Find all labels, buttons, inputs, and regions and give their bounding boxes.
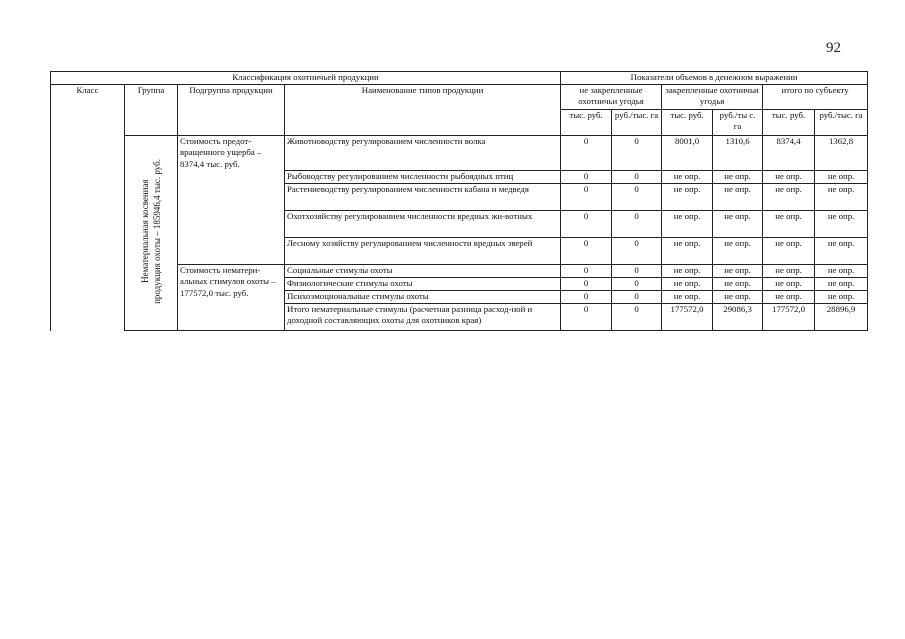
value-cell: не опр. [713,171,763,184]
value-cell: 0 [561,265,612,278]
value-cell: не опр. [815,238,868,265]
unit-header: тыс. руб. [662,110,713,136]
value-cell: не опр. [763,265,815,278]
value-cell: 0 [612,184,662,211]
unit-header: руб./тыс. га [612,110,662,136]
value-cell: 177572,0 [763,304,815,331]
value-cell: не опр. [763,278,815,291]
value-cell: не опр. [662,184,713,211]
value-cell: 0 [612,136,662,171]
value-cell: 0 [561,291,612,304]
header-subgroup: Подгруппа продукции [178,85,285,136]
header-class: Класс [51,85,125,136]
value-cell: не опр. [763,238,815,265]
product-type-name: Растениеводству регулированием численности кабана и медведя [285,184,561,211]
header-group: Группа [125,85,178,136]
value-cell: 0 [561,171,612,184]
value-cell: не опр. [713,265,763,278]
value-cell: 0 [612,211,662,238]
value-cell: 28896,9 [815,304,868,331]
value-cell: не опр. [815,211,868,238]
unit-header: тыс. руб. [763,110,815,136]
value-cell: 1362,8 [815,136,868,171]
value-cell: не опр. [662,171,713,184]
header-total-subject: итого по субъекту [763,85,868,110]
value-cell: 0 [561,184,612,211]
header-classification: Классификация охотничьей продукции [51,72,561,85]
value-cell: не опр. [815,265,868,278]
value-cell: не опр. [713,211,763,238]
value-cell: не опр. [815,171,868,184]
value-cell: не опр. [763,211,815,238]
group-label: Нематериальная косвенная продукция охоты – 185946,4 тыс. руб. [139,158,162,304]
header-row-1 [51,72,868,85]
product-type-name: Лесному хозяйству регулированием численности вредных зверей [285,238,561,265]
value-cell: не опр. [662,278,713,291]
value-cell: не опр. [763,184,815,211]
value-cell: не опр. [713,278,763,291]
product-type-name: Итого нематериальные стимулы (расчетная разница расход-ной и доходной составляющих охоты для охотников края) [285,304,561,331]
product-type-name: Рыбоводству регулированием численности рыбоядных птиц [285,171,561,184]
product-type-name: Животноводству регулированием численности волка [285,136,561,171]
value-cell: 0 [612,238,662,265]
value-cell: не опр. [713,184,763,211]
value-cell: не опр. [662,291,713,304]
header-indicators: Показатели объемов в денежном выражении [561,72,868,85]
value-cell: не опр. [763,291,815,304]
value-cell: не опр. [713,291,763,304]
product-type-name: Социальные стимулы охоты [285,265,561,278]
unit-header: тыс. руб. [561,110,612,136]
value-cell: 0 [561,211,612,238]
unit-header: руб./ты с. га [713,110,763,136]
value-cell: 0 [612,278,662,291]
value-cell: 0 [612,171,662,184]
subgroup-prevented-damage: Стоимость предот-вращенного ущерба – 8374,4 тыс. руб. [178,136,285,265]
product-type-name: Психоэмоциональные стимулы охоты [285,291,561,304]
value-cell: не опр. [815,184,868,211]
page-number: 92 [826,40,841,56]
value-cell: 0 [612,291,662,304]
table-row [51,136,868,171]
header-assigned-lands: закрепленные охотничьи угодья [662,85,763,110]
value-cell: 1310,6 [713,136,763,171]
value-cell: 8001,0 [662,136,713,171]
value-cell: не опр. [815,291,868,304]
value-cell: 177572,0 [662,304,713,331]
header-row-2 [51,85,868,110]
class-cell [51,136,125,331]
value-cell: 0 [561,238,612,265]
product-type-name: Физиологические стимулы охоты [285,278,561,291]
unit-header: руб./тыс. га [815,110,868,136]
value-cell: не опр. [662,211,713,238]
value-cell: 8374,4 [763,136,815,171]
hunting-products-table [50,71,868,331]
value-cell: не опр. [713,238,763,265]
value-cell: 0 [612,304,662,331]
value-cell: 0 [561,136,612,171]
value-cell: не опр. [662,238,713,265]
value-cell: не опр. [815,278,868,291]
value-cell: 0 [612,265,662,278]
value-cell: 0 [561,278,612,291]
product-type-name: Охотхозяйству регулированием численности вредных жи-вотных [285,211,561,238]
value-cell: 29086,3 [713,304,763,331]
header-not-assigned-lands: не закрепленные охотничьи угодья [561,85,662,110]
value-cell: не опр. [763,171,815,184]
value-cell: не опр. [662,265,713,278]
subgroup-intangible-stimuli: Стоимость нематери-альных стимулов охоты – 177572,0 тыс. руб. [178,265,285,331]
header-product-type: Наименование типов продукции [285,85,561,136]
group-cell [125,136,178,331]
value-cell: 0 [561,304,612,331]
